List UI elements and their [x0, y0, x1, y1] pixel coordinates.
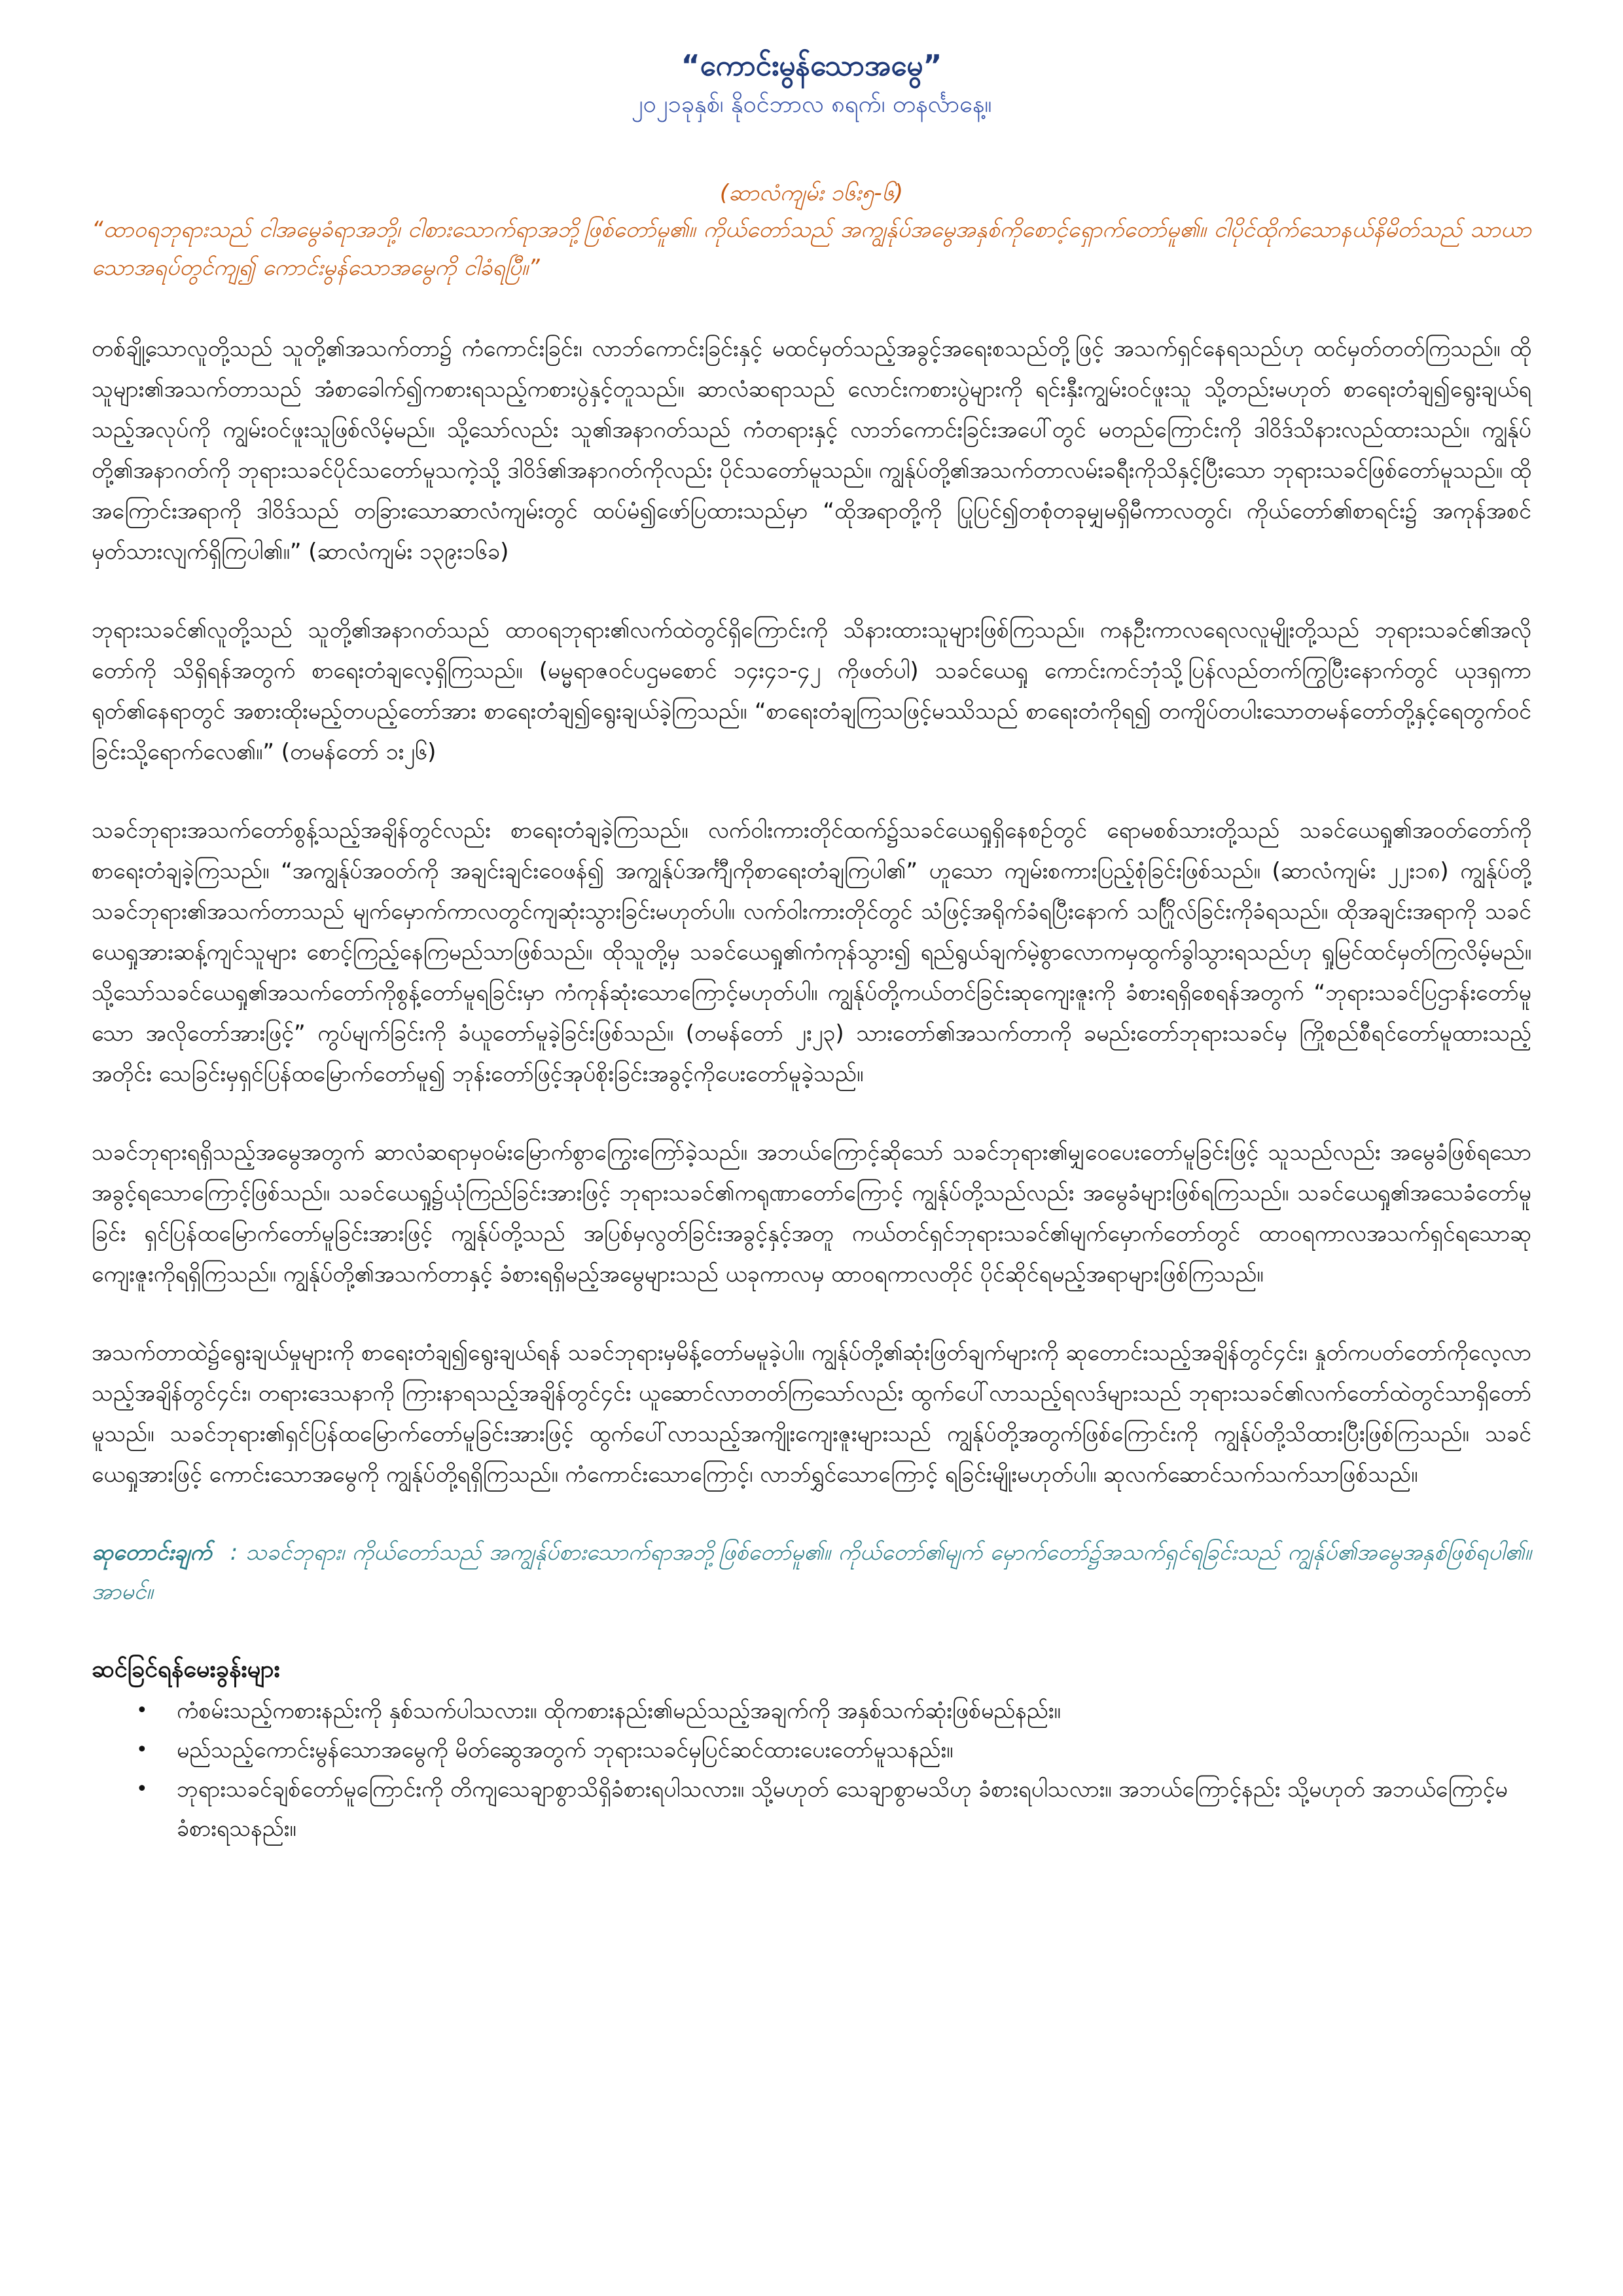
list-item — [136, 1731, 1531, 1770]
body-paragraph-4: သခင်ဘုရားရရှိသည့်အမွေအတွက် ဆာလံဆရာမှဝမ်းမြောက်စွာကြွေးကြော်ခဲ့သည်။ အဘယ်ကြောင့်ဆိုသော် သခင်ဘုရား၏မျှဝေပေးတော်မူခြင်းဖြင့် သူသည်လည်း အမွေခံဖြစ်ရသောအခွင့်ရသောကြောင့်ဖြစ်သည်။ သခင်ယေရှု၌ယုံကြည်ခြင်းအားဖြင့် ဘုရားသခင်၏ကရုဏာတော်ကြောင့် ကျွန်ုပ်တို့သည်လည်း အမွေခံများဖြစ်ရကြသည်။ သခင်ယေရှု၏အသေခံတော်မူခြင်း ရှင်ပြန်ထမြောက်တော်မူခြင်းအားဖြင့် ကျွန်ုပ်တို့သည် အပြစ်မှလွတ်ခြင်းအခွင့်နှင့်အတူ ကယ်တင်ရှင်ဘုရားသခင်၏မျက်မှောက်တော်တွင် ထာဝရကာလအသက်ရှင်ရသောဆုကျေးဇူးကိုရရှိကြသည်။ ကျွန်ုပ်တို့၏အသက်တာနှင့် ခံစားရရှိမည့်အမွေများသည် ယခုကာလမှ ထာဝရကာလတိုင် ပိုင်ဆိုင်ရမည့်အရာများဖြစ်ကြသည်။ — [92, 1139, 1531, 1287]
page-title: “ကောင်းမွန်သောအမွေ” — [681, 49, 942, 82]
bullet-icon: • — [136, 1778, 148, 1801]
scripture-reference: (ဆာလံကျမ်း ၁၆း၅-၆) — [719, 180, 904, 206]
questions-list — [92, 1691, 1531, 1848]
body-paragraph-2: ဘုရားသခင်၏လူတို့သည် သူတို့၏အနာဂတ်သည် ထာဝရဘုရား၏လက်ထဲတွင်ရှိကြောင်းကို သိနားထားသူများဖြစ်ကြသည်။ ကနဦးကာလရေလလူမျိုးတို့သည် ဘုရားသခင်၏အလိုတော်ကို သိရှိရန်အတွက် စာရေးတံချလေ့ရှိကြသည်။ (မမ္မရာဇဝင်ပဌမစောင် ၁၄း၄၁-၄၂ ကိုဖတ်ပါ) သခင်ယေရှု ကောင်းကင်ဘုံသို့ပြန်လည်တက်ကြွပြီးနောက်တွင် ယုဒရှကာရုတ်၏နေရာတွင် အစားထိုးမည့်တပည့်တော်အား စာရေးတံချ၍ရွေးချယ်ခဲ့ကြသည်။ “စာရေးတံချကြသဖြင့်မဿိသည် စာရေးတံကိုရ၍ တကျိပ်တပါးသောတမန်တော်တို့နှင့်ရေတွက်ဝင်ခြင်းသို့ရောက်လေ၏။” (တမန်တော် ၁း၂၆) — [92, 617, 1531, 765]
prayer-text: : သခင်ဘုရား၊ ကိုယ်တော်သည် အကျွန်ုပ်စားသောက်ရာအဘို့ဖြစ်တော်မူ၏။ ကိုယ်တော်၏မျက် မှောက်တော်၌အသက်ရှင်ရခြင်းသည် ကျွန်ုပ်၏အမွေအနှစ်ဖြစ်ရပါ၏။ အာမင်။ — [92, 1539, 1531, 1605]
body-paragraph-1: တစ်ချို့သောလူတို့သည် သူတို့၏အသက်တာ၌ ကံကောင်းခြင်း၊ လာဘ်ကောင်းခြင်းနှင့် မထင်မှတ်သည့်အခွင့်အရေးစသည်တို့ဖြင့် အသက်ရှင်နေရသည်ဟု ထင်မှတ်တတ်ကြသည်။ ထိုသူများ၏အသက်တာသည် အံစာခေါက်၍ကစားရသည့်ကစားပွဲနှင့်တူသည်။ ဆာလံဆရာသည် လောင်းကစားပွဲများကို ရင်းနှီးကျွမ်းဝင်ဖူးသူ သို့တည်းမဟုတ် စာရေးတံချ၍ရွေးချယ်ရသည့်အလုပ်ကို ကျွမ်းဝင်ဖူးသူဖြစ်လိမ့်မည်။ သို့သော်လည်း သူ၏အနာဂတ်သည် ကံတရားနှင့် လာဘ်ကောင်းခြင်းအပေါ်တွင် မတည်ကြောင်းကို ဒါဝိဒ်သိနားလည်ထားသည်။ ကျွန်ုပ်တို့၏အနာဂတ်ကို ဘုရားသခင်ပိုင်သတော်မူသကဲ့သို့ ဒါဝိဒ်၏အနာဂတ်ကိုလည်း ပိုင်သတော်မူသည်။ ကျွန်ုပ်တို့၏အသက်တာလမ်းခရီးကိုသိနှင့်ပြီးသော ဘုရားသခင်ဖြစ်တော်မူသည်။ ထိုအကြောင်းအရာကို ဒါဝိဒ်သည် တခြားသောဆာလံကျမ်းတွင် ထပ်မံ၍ဖော်ပြထားသည်မှာ “ထိုအရာတို့ကို ပြုပြင်၍တစုံတခုမျှမရှိမီကာလတွင်၊ ကိုယ်တော်၏စာရင်း၌ အကုန်အစင်မှတ်သားလျက်ရှိကြပါ၏။” (ဆာလံကျမ်း ၁၃၉း၁၆ခ) — [92, 336, 1531, 565]
scripture-quote: “ထာဝရဘုရားသည် ငါအမွေခံရာအဘို့၊ ငါစားသောက်ရာအဘို့ဖြစ်တော်မူ၏။ ကိုယ်တော်သည် အကျွန်ုပ်အမွေအနှစ်ကိုစောင့်ရှောက်တော်မူ၏။ ငါပိုင်ထိုက်သောနယ်နိမိတ်သည် သာယာသောအရပ်တွင်ကျ၍ ကောင်းမွန်သောအမွေကို ငါခံရပြီ။” — [92, 217, 1531, 281]
question-text: ကံစမ်းသည့်ကစားနည်းကို နှစ်သက်ပါသလား။ ထိုကစားနည်း၏မည်သည့်အချက်ကို အနှစ်သက်ဆုံးဖြစ်မည်နည်း။ — [177, 1698, 1061, 1724]
body-paragraph-3: သခင်ဘုရားအသက်တော်စွန့်သည့်အချိန်တွင်လည်း စာရေးတံချခဲ့ကြသည်။ လက်ဝါးကားတိုင်ထက်၌သခင်ယေရှုရှိနေစဉ်တွင် ရောမစစ်သားတို့သည် သခင်ယေရှု၏အဝတ်တော်ကို စာရေးတံချခဲ့ကြသည်။ “အကျွန်ုပ်အဝတ်ကို အချင်းချင်းဝေဖန်၍ အကျွန်ုပ်အင်္ကျီကိုစာရေးတံချကြပါ၏” ဟူသော ကျမ်းစကားပြည့်စုံခြင်းဖြစ်သည်။ (ဆာလံကျမ်း ၂၂း၁၈) ကျွန်ုပ်တို့သခင်ဘုရား၏အသက်တာသည် မျက်မှောက်ကာလတွင်ကျဆုံးသွားခြင်းမဟုတ်ပါ။ လက်ဝါးကားတိုင်တွင် သံဖြင့်အရိုက်ခံရပြီးနောက် သင်္ဂြိုလ်ခြင်းကိုခံရသည်။ ထိုအချင်းအရာကို သခင်ယေရှုအားဆန့်ကျင်သူများ စောင့်ကြည့်နေကြမည်သာဖြစ်သည်။ ထိုသူတို့မှ သခင်ယေရှု၏ကံကုန်သွား၍ ရည်ရွယ်ချက်မဲ့စွာလောကမှထွက်ခွါသွားရသည်ဟု ရှုမြင်ထင်မှတ်ကြလိမ့်မည်။ သို့သော်သခင်ယေရှု၏အသက်တော်ကိုစွန့်တော်မူရခြင်းမှာ ကံကုန်ဆုံးသောကြောင့်မဟုတ်ပါ။ ကျွန်ုပ်တို့ကယ်တင်ခြင်းဆုကျေးဇူးကို ခံစားရရှိစေရန်အတွက် “ဘုရားသခင်ပြဌာန်းတော်မူသော အလိုတော်အားဖြင့်” ကွပ်မျက်ခြင်းကို ခံယူတော်မူခဲ့ခြင်းဖြစ်သည်။ (တမန်တော် ၂း၂၃) သားတော်၏အသက်တာကို ခမည်းတော်ဘုရားသခင်မှ ကြိုစည်စီရင်တော်မူထားသည့်အတိုင်း သေခြင်းမှရှင်ပြန်ထမြောက်တော်မူ၍ ဘုန်းတော်ဖြင့်အုပ်စိုးခြင်းအခွင့်ကိုပေးတော်မူခဲ့သည်။ — [92, 817, 1531, 1087]
list-item — [136, 1770, 1531, 1848]
bullet-icon: • — [136, 1699, 148, 1722]
question-text: မည်သည့်ကောင်းမွန်သောအမွေကို မိတ်ဆွေအတွက် ဘုရားသခင်မှပြင်ဆင်ထားပေးတော်မူသနည်း။ — [177, 1737, 954, 1763]
list-item — [136, 1691, 1531, 1731]
body-paragraph-5: အသက်တာထဲ၌ရွေးချယ်မှုများကို စာရေးတံချ၍ရွေးချယ်ရန် သခင်ဘုရားမှမိန့်တော်မမူခဲ့ပါ။ ကျွန်ုပ်တို့၏ဆုံးဖြတ်ချက်များကို ဆုတောင်းသည့်အချိန်တွင်၄င်း၊ နှုတ်ကပတ်တော်ကိုလေ့လာသည့်အချိန်တွင်၄င်း၊ တရားဒေသနာကို ကြားနာရသည့်အချိန်တွင်၄င်း ယူဆောင်လာတတ်ကြသော်လည်း ထွက်ပေါ်လာသည့်ရလဒ်များသည် ဘုရားသခင်၏လက်တော်ထဲတွင်သာရှိတော်မူသည်။ သခင်ဘုရား၏ရှင်ပြန်ထမြောက်တော်မူခြင်းအားဖြင့် ထွက်ပေါ်လာသည့်အကျိုးကျေးဇူးများသည် ကျွန်ုပ်တို့အတွက်ဖြစ်ကြောင်းကို ကျွန်ုပ်တို့သိထားပြီးဖြစ်ကြသည်။ သခင်ယေရှုအားဖြင့် ကောင်းသောအမွေကို ကျွန်ုပ်တို့ရရှိကြသည်။ ကံကောင်းသောကြောင့်၊ လာဘ်ရွှင်သောကြောင့် ရခြင်းမျိုးမဟုတ်ပါ။ ဆုလက်ဆောင်သက်သက်သာဖြစ်သည်။ — [92, 1340, 1531, 1488]
page-date: ၂၀၂၁ခုနှစ်၊ နိုဝင်ဘာလ ၈ရက်၊ တနင်္လာနေ့။ — [631, 91, 992, 118]
bullet-icon: • — [136, 1738, 148, 1761]
prayer-section — [92, 1533, 1531, 1611]
question-text: ဘုရားသခင်ချစ်တော်မူကြောင်းကို တိကျသေချာစွာသိရှိခံစားရပါသလား။ သို့မဟုတ် သေချာစွာမသိဟု ခံစားရပါသလား။ အဘယ်ကြောင့်နည်း သို့မဟုတ် အဘယ်ကြောင့်မခံစားရသနည်း။ — [177, 1776, 1508, 1842]
questions-heading: ဆင်ခြင်ရန်မေးခွန်းများ — [92, 1656, 280, 1683]
prayer-label: ဆုတောင်းချက် — [92, 1539, 212, 1566]
